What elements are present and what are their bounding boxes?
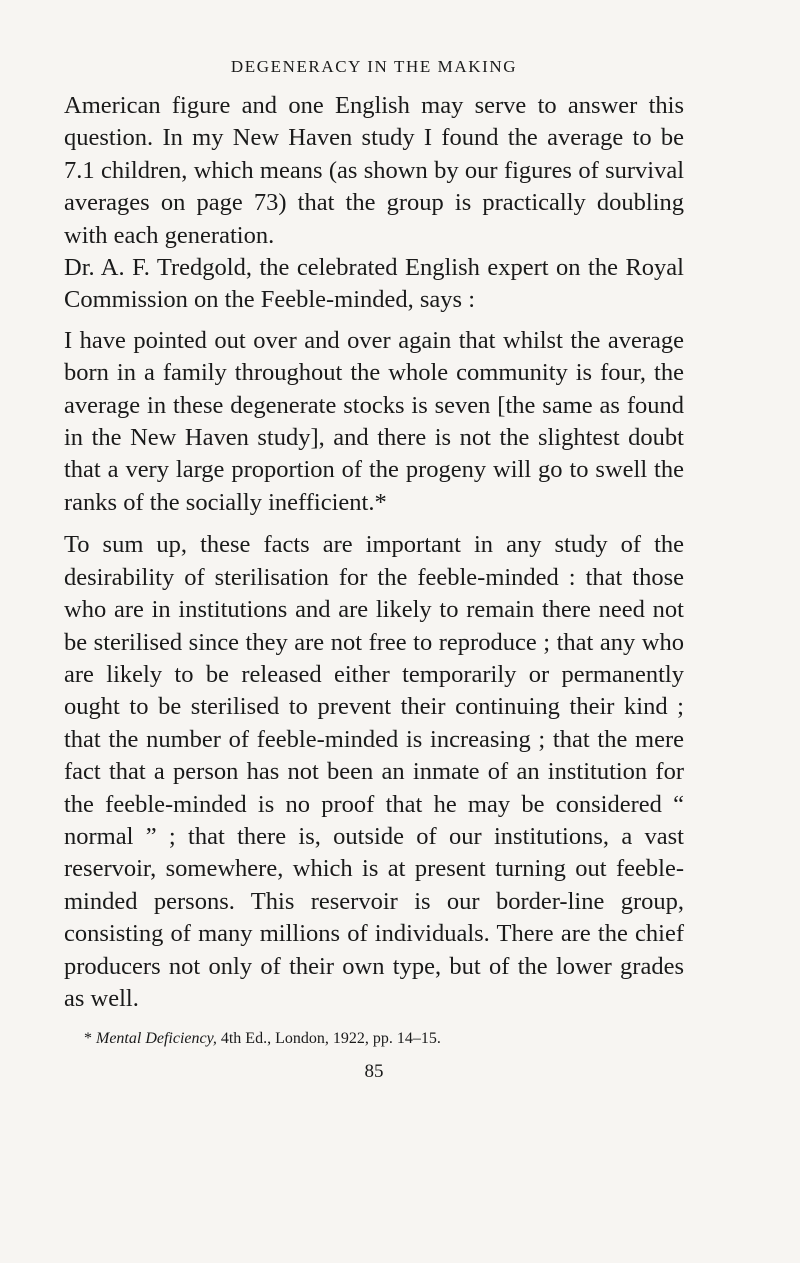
book-page xyxy=(64,56,684,1083)
page-number: 85 xyxy=(364,1061,384,1083)
body-paragraph-2: Dr. A. F. Tredgold, the celebrated English expert on the Royal Commission on the Feeble-minded, says : xyxy=(64,254,684,314)
running-head: DEGENERACY IN THE MAKING xyxy=(230,57,518,76)
footnote-details: 4th Ed., London, 1922, pp. 14–15. xyxy=(220,1030,441,1048)
footnote-title: Mental Deficiency, xyxy=(96,1030,217,1048)
footnote-marker: * xyxy=(84,1030,92,1048)
footnote xyxy=(64,1029,684,1049)
body-paragraph-1: American figure and one English may serve to answer this question. In my New Haven study I found the average to be 7.1 children, which means (as shown by our figures of survival averages on page 73) that the group is practically doubling with each generation. xyxy=(64,92,684,249)
body-paragraph-3: To sum up, these facts are important in any study of the desirability of sterilisation for the feeble-minded : that those who are in institutions and are likely to remain there need not be sterilised since they are not free to reproduce ; that any who are likely to be released either temporarily or permanently ought to be sterilised to prevent their continuing their kind ; that the number of feeble-minded is increasing ; that the mere fact that a person has not been an inmate of an institution for the feeble-minded is no proof that he may be considered “ normal ” ; that there is, outside of our institutions, a vast reservoir, somewhere, which is at present turning out feeble-minded persons. This reservoir is our border-line group, consisting of many millions of individuals. There are the chief producers not only of their own type, but of the lower grades as well. xyxy=(64,531,684,1012)
block-quotation: I have pointed out over and over again that whilst the average born in a family throughout the whole community is four, the average in these degenerate stocks is seven [the same as found in the New Haven study], and there is not the slightest doubt that a very large proportion of the progeny will go to swell the ranks of the socially inefficient.* xyxy=(64,326,684,516)
